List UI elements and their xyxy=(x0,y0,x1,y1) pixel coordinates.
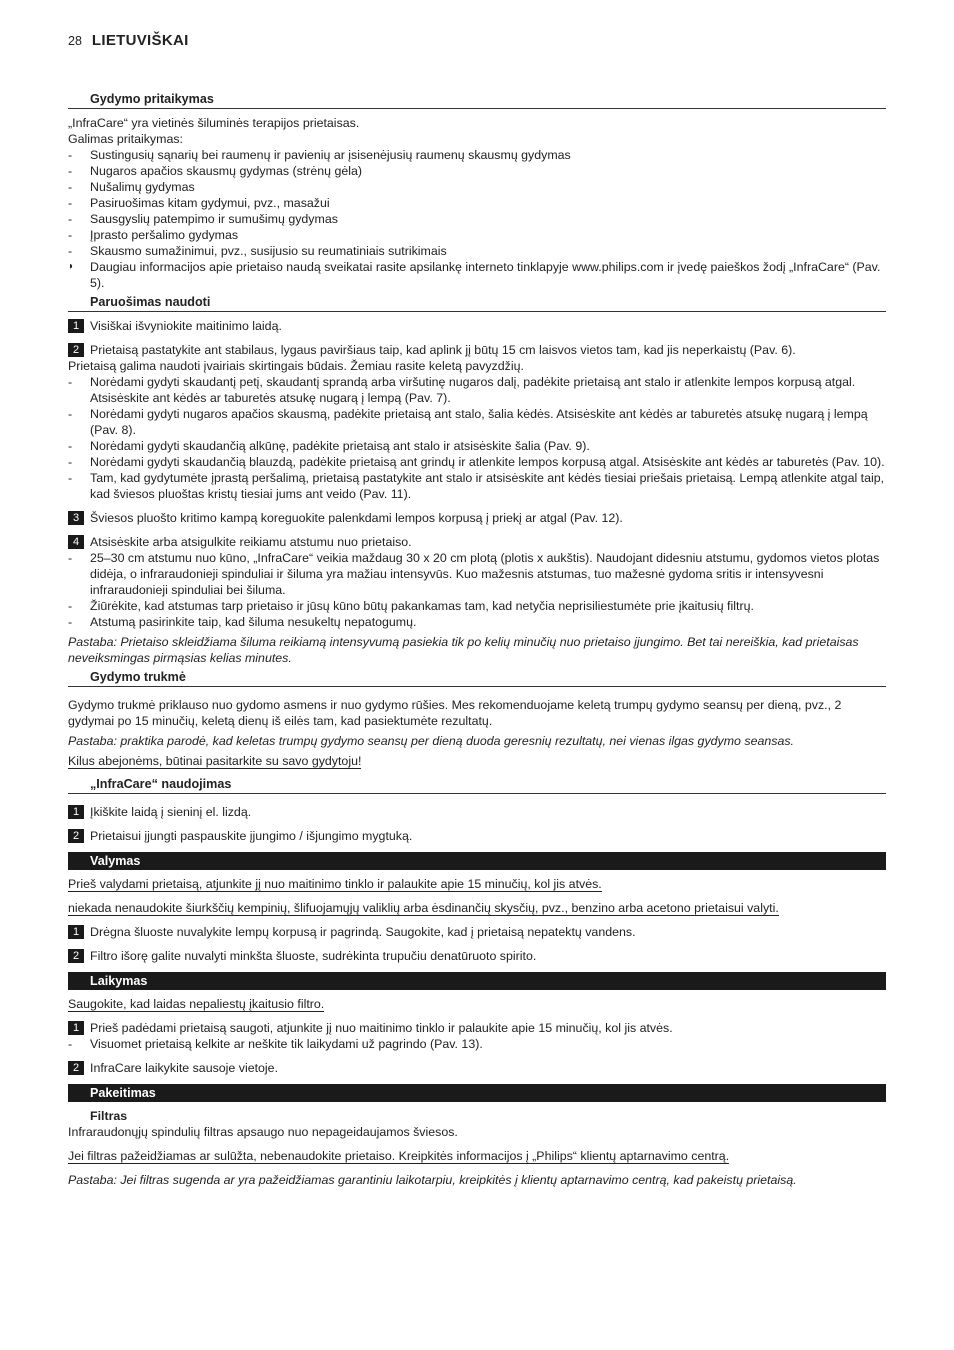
step-number-icon: 1 xyxy=(68,319,84,333)
step-item xyxy=(68,342,886,358)
note-text: Pastaba: praktika parodė, kad keletas trumpų gydymo seansų per dieną duoda geresnių rezultatų, nei vienas ilgas gydymo seansas. xyxy=(68,734,794,748)
step-item xyxy=(68,924,886,940)
list-item: - Norėdami gydyti skaudančią alkūnę, padėkite prietaisą ant stalo ir atsisėskite šalia (Pav. 9). xyxy=(68,438,886,454)
warning-text: Kilus abejonėms, būtinai pasitarkite su savo gydytoju! xyxy=(68,754,362,768)
list-item: - Nušalimų gydymas xyxy=(68,179,886,195)
step-number-icon: 1 xyxy=(68,1021,84,1035)
step-text: Prietaisą pastatykite ant stabilaus, lygaus paviršiaus taip, kad aplink jį būtų 15 cm laisvos vietos tam, kad jis neperkaistų (Pav. 6). xyxy=(90,343,796,357)
step-text: Drėgna šluoste nuvalykite lempų korpusą ir pagrindą. Saugokite, kad į prietaisą nepatektų vandens. xyxy=(90,925,636,939)
list-item: - Sausgyslių patempimo ir sumušimų gydymas xyxy=(68,211,886,227)
subsection-title-filter: Filtras xyxy=(90,1109,128,1123)
list-item: - Sustingusių sąnarių bei raumenų ir pavienių ar įsisenėjusių raumenų skausmų gydymas xyxy=(68,147,886,163)
section-title-storage: Laikymas xyxy=(68,972,886,990)
section-title-duration: Gydymo trukmė xyxy=(68,670,886,687)
body-text: Gydymo trukmė priklauso nuo gydomo asmens ir nuo gydymo rūšies. Mes rekomenduojame keletą trumpų gydymo seansų per dieną, pvz., 2 gydymai po 15 minučių, keletą dienų iš eilės tam, kad pasiektumėte rezultatų. xyxy=(68,698,842,728)
info-bullet xyxy=(68,259,886,291)
step-number-icon: 2 xyxy=(68,343,84,357)
note-text: Pastaba: Prietaiso skleidžiama šiluma reikiamą intensyvumą pasiekia tik po kelių minučių nuo prietaiso įjungimo. Bet tai nereiškia, kad prietaisas neveiksmingas pirmąsias kelias minutes. xyxy=(68,635,859,665)
list-item: - Nugaros apačios skausmų gydymas (strėnų gėla) xyxy=(68,163,886,179)
step-number-icon: 1 xyxy=(68,805,84,819)
section-title-cleaning: Valymas xyxy=(68,852,886,870)
step-number-icon: 2 xyxy=(68,949,84,963)
page-header xyxy=(68,33,189,53)
section-title-replacement: Pakeitimas xyxy=(68,1084,886,1102)
page-content xyxy=(68,92,886,1188)
list-item: - Įprasto peršalimo gydymas xyxy=(68,227,886,243)
list-item: - Žiūrėkite, kad atstumas tarp prietaiso ir jūsų kūno būtų pakankamas tam, kad netyčia neprisiliestumėte prie įkaitusių filtrų. xyxy=(68,598,886,614)
list-item: - Norėdami gydyti skaudančią blauzdą, padėkite prietaisą ant grindų ir atlenkite lempos korpusą atgal. Atsisėskite ant kėdės ar taburetės (Pav. 10). xyxy=(68,454,886,470)
warning-text: Saugokite, kad laidas nepaliestų įkaitusio filtro. xyxy=(68,997,325,1011)
step-text: Visiškai išvyniokite maitinimo laidą. xyxy=(90,319,282,333)
step-item xyxy=(68,1060,886,1076)
step-text: Atsisėskite arba atsigulkite reikiamu atstumu nuo prietaiso. xyxy=(90,535,412,549)
step-text: Įkiškite laidą į sieninį el. lizdą. xyxy=(90,805,252,819)
step-number-icon: 4 xyxy=(68,535,84,549)
list-item: - 25–30 cm atstumu nuo kūno, „InfraCare“ veikia maždaug 30 x 20 cm plotą (plotis x aukštis). Naudojant didesniu atstumu, gydomos vietos plotas didėja, o infraraudonieji spinduliai ir šiluma yra mažiau intensyvūs. Kuo mažesnis atstumas, tuo mažesnė gydoma sritis ir intensyvesni infraraudonieji spinduliai bei šiluma. xyxy=(68,550,886,598)
note-text: Pastaba: Jei filtras sugenda ar yra pažeidžiamas garantiniu laikotarpiu, kreipkitės į klientų aptarnavimo centrą, kad pakeistų prietaisą. xyxy=(68,1173,797,1187)
step-item xyxy=(68,318,886,334)
step-item xyxy=(68,534,886,550)
info-bullet-text: Daugiau informacijos apie prietaiso naudą sveikatai rasite apsilankę interneto tinklapyje www.philips.com ir įvedę paieškos žodį „InfraCare“ (Pav. 5). xyxy=(90,260,881,290)
step-item xyxy=(68,828,886,844)
step-text: Prietaisui įjungti paspauskite įjungimo / išjungimo mygtuką. xyxy=(90,829,413,843)
bullet-icon: ◗ xyxy=(68,261,75,272)
body-text: Infraraudonųjų spindulių filtras apsaugo nuo nepageidaujamos šviesos. xyxy=(68,1125,458,1139)
step-number-icon: 3 xyxy=(68,511,84,525)
list-item: - Atstumą pasirinkite taip, kad šiluma nesukeltų nepatogumų. xyxy=(68,614,886,630)
list-item: - Pasiruošimas kitam gydymui, pvz., masažui xyxy=(68,195,886,211)
list-item: - Tam, kad gydytumėte įprastą peršalimą, prietaisą pastatykite ant stalo ir atsisėskite ant kėdės tiesiai priešais prietaisą. Lempą atlenkite atgal taip, kad šviesos pluoštas kristų tiesiai jums ant veido (Pav. 11). xyxy=(68,470,886,502)
step-item xyxy=(68,1020,886,1036)
list-item: - Norėdami gydyti nugaros apačios skausmą, padėkite prietaisą ant stalo, šalia kėdės. Atsisėskite ant kėdės ar taburetės atsukę nugarą į lempą (Pav. 8). xyxy=(68,406,886,438)
section-title-preparing: Paruošimas naudoti xyxy=(68,295,886,312)
step-text: Filtro išorę galite nuvalyti minkšta šluoste, sudrėkinta trupučiu denatūruoto spirito. xyxy=(90,949,537,963)
section-title-treatment-uses: Gydymo pritaikymas xyxy=(68,92,886,109)
intro-text-2: Galimas pritaikymas: xyxy=(68,132,183,146)
step-text: Prieš padėdami prietaisą saugoti, atjunkite jį nuo maitinimo tinklo ir palaukite apie 15 minučių, kol jis atvės. xyxy=(90,1021,673,1035)
section-title-using: „InfraCare“ naudojimas xyxy=(68,777,886,794)
step-text: Šviesos pluošto kritimo kampą koreguokite palenkdami lempos korpusą į priekį ar atgal (Pav. 12). xyxy=(90,511,623,525)
step-number-icon: 1 xyxy=(68,925,84,939)
warning-text: Jei filtras pažeidžiamas ar sulūžta, nebenaudokite prietaiso. Kreipkitės informacijos į „Philips“ klientų aptarnavimo centrą. xyxy=(68,1149,730,1163)
step-number-icon: 2 xyxy=(68,1061,84,1075)
step-item xyxy=(68,510,886,526)
intro-text: „InfraCare“ yra vietinės šiluminės terapijos prietaisas. xyxy=(68,116,360,130)
list-item: - Visuomet prietaisą kelkite ar neškite tik laikydami už pagrindo (Pav. 13). xyxy=(68,1036,886,1052)
list-item: - Norėdami gydyti skaudantį petį, skaudantį sprandą arba viršutinę nugaros dalį, padėkite prietaisą ant stalo ir atlenkite lempos korpusą atgal. Atsisėskite ant kėdės ar taburetės atsukę nugarą į lempą (Pav. 7). xyxy=(68,374,886,406)
page-number: 28 xyxy=(68,34,82,48)
warning-text: Prieš valydami prietaisą, atjunkite jį nuo maitinimo tinklo ir palaukite apie 15 minučių, kol jis atvės. xyxy=(68,877,602,891)
step-item xyxy=(68,948,886,964)
list-item: - Skausmo sumažinimui, pvz., susijusio su reumatiniais sutrikimais xyxy=(68,243,886,259)
page-language: LIETUVIŠKAI xyxy=(91,32,189,49)
step-text: InfraCare laikykite sausoje vietoje. xyxy=(90,1061,279,1075)
warning-text: niekada nenaudokite šiurkščių kempinių, šlifuojamųjų valiklių arba ėsdinančių skysčių, pvz., benzino arba acetono prietaisui valyti. xyxy=(68,901,779,915)
step-item xyxy=(68,804,886,820)
step-subtext: Prietaisą galima naudoti įvairiais skirtingais būdais. Žemiau rasite keletą pavyzdžių. xyxy=(68,359,524,373)
step-number-icon: 2 xyxy=(68,829,84,843)
